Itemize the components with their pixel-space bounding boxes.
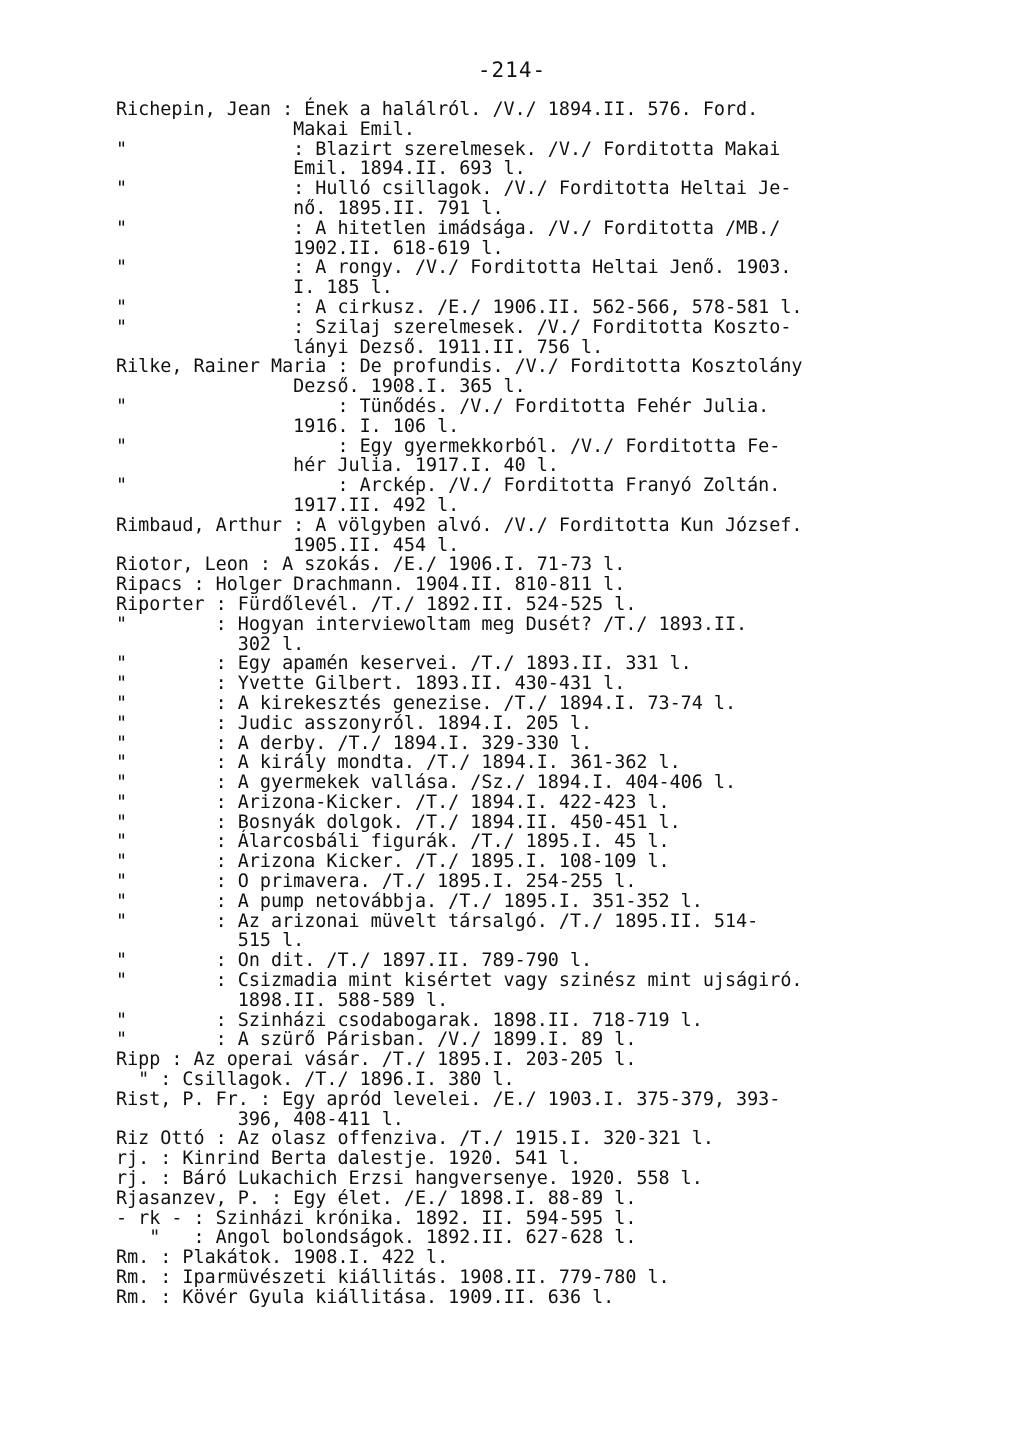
entry-line: " : Szinházi csodabogarak. 1898.II. 718-719 l. bbox=[116, 1009, 703, 1031]
bibliography-entry bbox=[116, 357, 996, 397]
bibliography-entry bbox=[116, 615, 996, 655]
entry-line: Rm. : Iparmüvészeti kiállitás. 1908.II. 779-780 l. bbox=[116, 1267, 670, 1289]
entry-line: " : A derby. /T./ 1894.I. 329-330 l. bbox=[116, 732, 593, 754]
entry-line: " : A rongy. /V./ Forditotta Heltai Jenő. 1903. bbox=[116, 257, 792, 279]
entry-line: " : Álarcosbáli figurák. /T./ 1895.I. 45 l. bbox=[116, 831, 670, 853]
entry-line: Rilke, Rainer Maria : De profundis. /V./ Forditotta Kosztolány bbox=[116, 356, 803, 378]
bibliography-entry bbox=[116, 1149, 996, 1169]
entry-line: Ripacs : Holger Drachmann. 1904.II. 810-811 l. bbox=[116, 574, 626, 596]
entry-continuation-line: hér Julia. 1917.I. 40 l. bbox=[116, 455, 559, 477]
entry-line: " : Tünődés. /V./ Forditotta Fehér Julia. bbox=[116, 395, 770, 417]
entry-continuation-line: Dezső. 1908.I. 365 l. bbox=[116, 376, 526, 398]
bibliography-entry bbox=[116, 694, 996, 714]
bibliography-entry bbox=[116, 1189, 996, 1209]
entry-continuation-line: 1905.II. 454 l. bbox=[116, 534, 460, 556]
entry-line: " : A szürő Párisban. /V./ 1899.I. 89 l. bbox=[116, 1029, 637, 1051]
bibliography-entry bbox=[116, 397, 996, 437]
entry-line: rj. : Báró Lukachich Erzsi hangversenye. 1920. 558 l. bbox=[116, 1168, 703, 1190]
bibliography-entry bbox=[116, 140, 996, 180]
entry-line: " : Egy gyermekkorból. /V./ Forditotta Fe- bbox=[116, 435, 781, 457]
bibliography-entry bbox=[116, 793, 996, 813]
entry-line: " : Blazirt szerelmesek. /V./ Forditotta Makai bbox=[116, 138, 781, 160]
bibliography-entry bbox=[116, 1090, 996, 1130]
entry-continuation-line: Emil. 1894.II. 693 l. bbox=[116, 158, 526, 180]
entry-line: " : A hitetlen imádsága. /V./ Forditotta /MB./ bbox=[116, 217, 781, 239]
bibliography-entry bbox=[116, 773, 996, 793]
bibliography-entry bbox=[116, 1209, 996, 1229]
page-number: -214- bbox=[477, 58, 547, 82]
entry-line: " : On dit. /T./ 1897.II. 789-790 l. bbox=[116, 950, 593, 972]
entry-continuation-line: 1902.II. 618-619 l. bbox=[116, 237, 504, 259]
entry-line: " : A cirkusz. /E./ 1906.II. 562-566, 578-581 l. bbox=[116, 296, 803, 318]
bibliography-entry bbox=[116, 714, 996, 734]
entry-continuation-line: 1916. I. 106 l. bbox=[116, 415, 460, 437]
bibliography-entry bbox=[116, 100, 996, 140]
entry-line: " : Hulló csillagok. /V./ Forditotta Heltai Je- bbox=[116, 178, 792, 200]
entry-line: " : Yvette Gilbert. 1893.II. 430-431 l. bbox=[116, 673, 626, 695]
entry-line: - rk - : Szinházi krónika. 1892. II. 594-595 l. bbox=[116, 1207, 637, 1229]
bibliography-entry bbox=[116, 951, 996, 971]
bibliography-entry bbox=[116, 674, 996, 694]
bibliography-entry bbox=[116, 1050, 996, 1070]
entry-line: " : A király mondta. /T./ 1894.I. 361-362 l. bbox=[116, 752, 681, 774]
entry-line: " : Hogyan interviewoltam meg Dusét? /T./ 1893.II. bbox=[116, 613, 748, 635]
entry-line: " : A gyermekek vallása. /Sz./ 1894.I. 404-406 l. bbox=[116, 772, 737, 794]
entry-line: Richepin, Jean : Ének a halálról. /V./ 1894.II. 576. Ford. bbox=[116, 99, 759, 120]
entry-line: " : Angol bolondságok. 1892.II. 627-628 l. bbox=[116, 1227, 637, 1249]
entry-line: Rist, P. Fr. : Egy apród levelei. /E./ 1903.I. 375-379, 393- bbox=[116, 1088, 781, 1110]
bibliography-entry bbox=[116, 1169, 996, 1189]
bibliography-entry bbox=[116, 437, 996, 477]
bibliography-entry bbox=[116, 654, 996, 674]
entry-line: Ripp : Az operai vásár. /T./ 1895.I. 203-205 l. bbox=[116, 1049, 637, 1071]
entry-line: Riotor, Leon : A szokás. /E./ 1906.I. 71-73 l. bbox=[116, 554, 626, 576]
entry-line: Rimbaud, Arthur : A völgyben alvó. /V./ Forditotta Kun József. bbox=[116, 514, 803, 536]
entry-continuation-line: 302 l. bbox=[116, 633, 305, 655]
bibliography-entry bbox=[116, 912, 996, 952]
bibliography-entry bbox=[116, 555, 996, 575]
entry-line: Riz Ottó : Az olasz offenziva. /T./ 1915.I. 320-321 l. bbox=[116, 1128, 714, 1150]
entry-line: " : Az arizonai müvelt társalgó. /T./ 1895.II. 514- bbox=[116, 910, 759, 932]
bibliography-entry bbox=[116, 258, 996, 298]
bibliography-entry bbox=[116, 971, 996, 1011]
entry-line: " : Csillagok. /T./ 1896.I. 380 l. bbox=[116, 1069, 515, 1091]
bibliography-entry bbox=[116, 575, 996, 595]
entry-line: " : Bosnyák dolgok. /T./ 1894.II. 450-451 l. bbox=[116, 811, 681, 833]
bibliography-entry bbox=[116, 1228, 996, 1248]
bibliography-entries bbox=[116, 100, 996, 1308]
bibliography-entry bbox=[116, 1129, 996, 1149]
bibliography-entry bbox=[116, 318, 996, 358]
bibliography-entry bbox=[116, 872, 996, 892]
entry-continuation-line: I. 185 l. bbox=[116, 277, 393, 299]
bibliography-entry bbox=[116, 1248, 996, 1268]
bibliography-entry bbox=[116, 476, 996, 516]
entry-continuation-line: 1898.II. 588-589 l. bbox=[116, 989, 449, 1011]
entry-line: " : Arizona Kicker. /T./ 1895.I. 108-109 l. bbox=[116, 851, 670, 873]
bibliography-entry bbox=[116, 1288, 996, 1308]
bibliography-entry bbox=[116, 753, 996, 773]
entry-continuation-line: 515 l. bbox=[116, 930, 305, 952]
entry-line: Rm. : Plakátok. 1908.I. 422 l. bbox=[116, 1247, 449, 1269]
bibliography-entry bbox=[116, 852, 996, 872]
bibliography-entry bbox=[116, 1070, 996, 1090]
bibliography-entry bbox=[116, 1268, 996, 1288]
bibliography-entry bbox=[116, 1030, 996, 1050]
entry-line: " : Csizmadia mint kisértet vagy szinész mint ujságiró. bbox=[116, 970, 803, 992]
entry-line: " : O primavera. /T./ 1895.I. 254-255 l. bbox=[116, 871, 637, 893]
entry-continuation-line: nő. 1895.II. 791 l. bbox=[116, 197, 504, 219]
entry-line: Rm. : Kövér Gyula kiállitása. 1909.II. 636 l. bbox=[116, 1286, 615, 1308]
entry-continuation-line: 396, 408-411 l. bbox=[116, 1108, 404, 1130]
entry-line: Riporter : Fürdőlevél. /T./ 1892.II. 524-525 l. bbox=[116, 593, 637, 615]
entry-line: " : Szilaj szerelmesek. /V./ Forditotta Koszto- bbox=[116, 316, 792, 338]
bibliography-entry bbox=[116, 516, 996, 556]
bibliography-entry bbox=[116, 832, 996, 852]
bibliography-entry bbox=[116, 734, 996, 754]
entry-continuation-line: lányi Dezső. 1911.II. 756 l. bbox=[116, 336, 604, 358]
entry-line: " : A pump netovábbja. /T./ 1895.I. 351-352 l. bbox=[116, 890, 703, 912]
bibliography-entry bbox=[116, 813, 996, 833]
bibliography-entry bbox=[116, 595, 996, 615]
bibliography-entry bbox=[116, 298, 996, 318]
entry-line: " : A kirekesztés genezise. /T./ 1894.I. 73-74 l. bbox=[116, 692, 737, 714]
entry-line: " : Judic asszonyról. 1894.I. 205 l. bbox=[116, 712, 593, 734]
bibliography-entry bbox=[116, 892, 996, 912]
entry-line: Rjasanzev, P. : Egy élet. /E./ 1898.I. 88-89 l. bbox=[116, 1187, 637, 1209]
entry-line: " : Arizona-Kicker. /T./ 1894.I. 422-423 l. bbox=[116, 791, 670, 813]
bibliography-entry bbox=[116, 1011, 996, 1031]
entry-line: " : Egy apamén keservei. /T./ 1893.II. 331 l. bbox=[116, 653, 692, 675]
entry-line: " : Arckép. /V./ Forditotta Franyó Zoltán. bbox=[116, 475, 781, 497]
bibliography-entry bbox=[116, 179, 996, 219]
entry-line: rj. : Kinrind Berta dalestje. 1920. 541 l. bbox=[116, 1148, 582, 1170]
entry-continuation-line: Makai Emil. bbox=[116, 118, 415, 140]
entry-continuation-line: 1917.II. 492 l. bbox=[116, 494, 460, 516]
bibliography-entry bbox=[116, 219, 996, 259]
